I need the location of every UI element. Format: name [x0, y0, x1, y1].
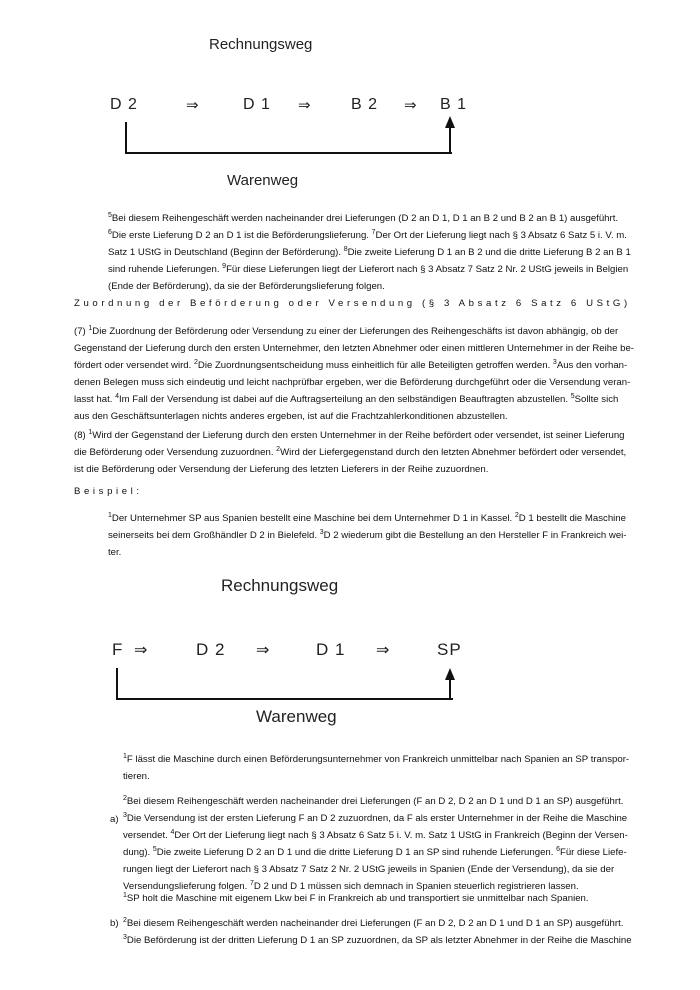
text-line: tieren. [123, 771, 150, 782]
case-a-label: a) [110, 814, 119, 825]
diagram-2-title: Rechnungsweg [221, 576, 339, 595]
diagram-1-bottom-label: Warenweg [227, 172, 299, 189]
diagram-1-node-4: B 1 [440, 96, 468, 113]
text-line: (Ende der Beförderung), da sie der Beförderungslieferung folgen. [108, 281, 385, 292]
diagram-2-bottom-label: Warenweg [256, 707, 337, 726]
text-line: $^1$Der Unternehmer SP aus Spanien bestellt eine Maschine bei dem Unternehmer D 1 in Kassel. $^2$D 1 bestellt die Maschine [108, 512, 626, 524]
text-line: sind ruhende Lieferungen. $^9$Für diese Lieferungen liegt der Lieferort nach § 3 Absatz 7 Satz 2 Nr. 2 UStG jeweils in Belgien [108, 263, 629, 275]
diagram-2-left-line [116, 668, 118, 699]
text-line: ter. [108, 547, 122, 558]
diagram-1-title: Rechnungsweg [209, 36, 313, 53]
text-line: (8) $^1$Wird der Gegenstand der Lieferung durch den ersten Unternehmer in der Reihe befördert oder versendet, ist seiner Lieferung [74, 429, 625, 441]
text-line: $^1$F lässt die Maschine durch einen Beförderungsunternehmer von Frankreich unmittelbar nach Spanien an SP transpor- [123, 753, 630, 765]
text-line: rungen liegt der Lieferort nach § 3 Absatz 7 Satz 2 Nr. 2 UStG jeweils in Spanien (Ende der Versendung), da sie der [123, 864, 615, 875]
diagram-1-right-line [449, 126, 451, 153]
diagram-1-node-2: D 1 [243, 96, 271, 113]
text-line: $^3$Die Beförderung ist der dritten Lieferung D 1 an SP zuzuordnen, da SP als letzter Abnehmer in der Reihe die Maschine [123, 934, 632, 946]
arrow-right-icon: ⇒ [134, 642, 148, 659]
case-b-label: b) [110, 918, 119, 929]
diagram-2-node-3: D 1 [316, 640, 346, 659]
text-line: $^5$Bei diesem Reihengeschäft werden nacheinander drei Lieferungen (D 2 an D 1, D 1 an B 2 und B 2 an B 1) ausgeführt. [108, 212, 619, 224]
section-heading: Zuordnung der Beförderung oder Versendung (§ 3 Absatz 6 Satz 6 UStG) [74, 298, 631, 309]
text-line: $^2$Bei diesem Reihengeschäft werden nacheinander drei Lieferungen (F an D 2, D 2 an D 1 und D 1 an SP) ausgeführt. [123, 917, 624, 929]
arrow-right-icon: ⇒ [256, 642, 270, 659]
diagram-2-right-line [449, 678, 451, 699]
text-line: $^1$SP holt die Maschine mit eigenem Lkw bei F in Frankreich ab und transportiert sie unmittelbar nach Spanien. [123, 892, 589, 904]
diagram-1-node-1: D 2 [110, 96, 138, 113]
diagram-2-bottom-line [116, 698, 453, 700]
text-line: $^2$Bei diesem Reihengeschäft werden nacheinander drei Lieferungen (F an D 2, D 2 an D 1 und D 1 an SP) ausgeführt. [123, 795, 624, 807]
diagram-1-node-3: B 2 [351, 96, 379, 113]
diagram-2-node-4: SP [437, 640, 462, 659]
text-line: die Beförderung oder Versendung zuzuordnen. $^2$Wird der Liefergegenstand durch den letzten Abnehmer befördert oder versendet, [74, 446, 627, 458]
text-line: aus den Geschäftsunterlagen nichts anderes ergeben, ist auf die Frachtzahlerkonditionen abzustellen. [74, 411, 508, 422]
text-line: versendet. $^4$Der Ort der Lieferung liegt nach § 3 Absatz 6 Satz 5 i. V. m. Satz 1 UStG in Frankreich (Beginn der Versen- [123, 829, 628, 841]
diagram-1-bottom-line [125, 152, 452, 154]
case-b-text [123, 915, 632, 949]
text-line: seinerseits bei dem Großhändler D 2 in Bielefeld. $^3$D 2 wiederum gibt die Bestellung an den Hersteller F in Frankreich wei- [108, 529, 627, 541]
example-text [108, 510, 626, 561]
arrow-right-icon: ⇒ [186, 97, 199, 114]
text-line: (7) $^1$Die Zuordnung der Beförderung oder Versendung zu einer der Lieferungen des Reihengeschäfts ist davon abhängig, ob der [74, 325, 619, 337]
text-line: lasst hat. $^4$Im Fall der Versendung ist dabei auf die Auftragserteilung an den selbständigen Beauftragten abzustellen. $^5$Sollte sich [74, 393, 619, 405]
text-line: $^6$Die erste Lieferung D 2 an D 1 ist die Beförderungslieferung. $^7$Der Ort der Lieferung liegt nach § 3 Absatz 6 Satz 5 i. V. m. [108, 229, 627, 241]
arrow-right-icon: ⇒ [298, 97, 311, 114]
arrow-right-icon: ⇒ [376, 642, 390, 659]
diagram-2-node-2: D 2 [196, 640, 226, 659]
arrow-up-icon [445, 116, 455, 128]
arrow-right-icon: ⇒ [404, 97, 417, 114]
text-line: ist die Beförderung oder Versendung der Lieferung des letzten Lieferers in der Reihe zuzuordnen. [74, 464, 489, 475]
paragraph-example-result [108, 210, 631, 295]
text-line: $^3$Die Versendung ist der ersten Lieferung F an D 2 zuzuordnen, da F als erster Unternehmer in der Reihe die Maschine [123, 812, 628, 824]
text-line: fördert oder versendet wird. $^2$Die Zuordnungsentscheidung muss einheitlich für alle Beteiligten getroffen werden. $^3$Aus den vorhan- [74, 359, 628, 371]
diagram-2-node-1: F [112, 640, 124, 659]
case-a-text [123, 793, 628, 895]
text-line: Gegenstand der Lieferung durch den ersten Unternehmer, den letzten Abnehmer oder einen mittleren Unternehmer in der Reihe be- [74, 343, 634, 354]
paragraph-8 [74, 427, 626, 478]
text-line: Satz 1 UStG in Deutschland (Beginn der Beförderung). $^8$Die zweite Lieferung D 1 an B 2 und die dritte Lieferung B 2 an B 1 [108, 246, 631, 258]
arrow-up-icon [445, 668, 455, 680]
text-line: denen Belegen muss sich eindeutig und leicht nachprüfbar ergeben, wer die Beförderung durchgeführt oder die Versendung veran- [74, 377, 631, 388]
text-line: dung). $^5$Die zweite Lieferung D 2 an D 1 und die dritte Lieferung D 1 an SP sind ruhende Lieferungen. $^6$Für diese Liefe- [123, 846, 627, 858]
example-label: Beispiel: [74, 486, 143, 497]
case-b-intro [123, 890, 589, 907]
case-intro [123, 751, 629, 785]
text-line: Versendungslieferung folgen. $^7$D 2 und D 1 müssen sich demnach in Spanien steuerlich registrieren lassen. [123, 880, 579, 892]
paragraph-7 [74, 323, 634, 425]
diagram-1-left-line [125, 122, 127, 153]
